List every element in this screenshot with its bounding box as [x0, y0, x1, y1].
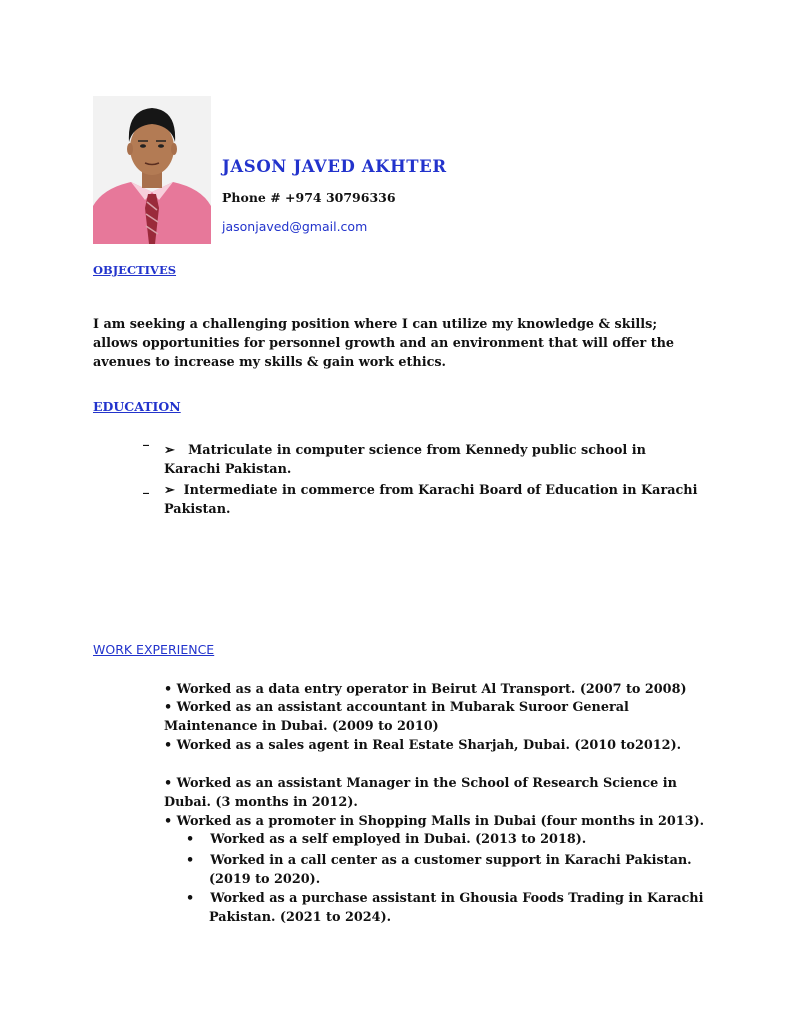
- arrow-bullet-icon: ➢: [164, 443, 175, 458]
- objectives-line: allows opportunities for personnel growth and an environment that will offer the: [93, 336, 675, 351]
- profile-photo-illustration: [93, 96, 211, 244]
- education-item-text: Karachi Pakistan.: [164, 462, 292, 477]
- phone-number: Phone # +974 30796336: [222, 190, 396, 205]
- education-item-text: Matriculate in computer science from Kennedy public school in: [188, 443, 646, 458]
- bullet-icon: •: [164, 776, 173, 791]
- work-sub-item: [186, 830, 586, 849]
- work-item-text: Worked as a purchase assistant in Ghousia Foods Trading in Karachi: [210, 891, 704, 906]
- work-item: [164, 774, 677, 812]
- bullet-icon: •: [164, 682, 173, 697]
- work-item-text: Worked in a call center as a customer support in Karachi Pakistan.: [210, 853, 692, 868]
- objectives-line: avenues to increase my skills & gain work ethics.: [93, 355, 447, 370]
- objectives-text: [93, 315, 674, 372]
- arrow-bullet-icon: ➢: [164, 483, 175, 498]
- work-item-text: Worked as a data entry operator in Beirut Al Transport. (2007 to 2008): [176, 682, 687, 697]
- education-item: [164, 481, 697, 519]
- work-item-text: Worked as a sales agent in Real Estate Sharjah, Dubai. (2010 to2012).: [176, 738, 682, 753]
- work-item-text: Worked as a self employed in Dubai. (2013 to 2018).: [210, 832, 587, 847]
- bullet-icon: •: [164, 738, 173, 753]
- education-item-text: Intermediate in commerce from Karachi Board of Education in Karachi: [183, 483, 698, 498]
- candidate-name: JASON JAVED AKHTER: [222, 157, 447, 176]
- work-item-text: Worked as an assistant Manager in the School of Research Science in: [176, 776, 677, 791]
- work-item: [164, 698, 629, 736]
- email-link[interactable]: jasonjaved@gmail.com: [222, 219, 368, 234]
- work-item-text: Worked as a promoter in Shopping Malls in Dubai (four months in 2013).: [176, 814, 705, 829]
- work-item: [164, 812, 704, 831]
- education-item: [164, 441, 646, 479]
- work-item-text: Worked as an assistant accountant in Mubarak Suroor General: [176, 700, 629, 715]
- bullet-icon: •: [164, 700, 173, 715]
- work-sub-item: [186, 889, 703, 927]
- work-item-text: Dubai. (3 months in 2012).: [164, 795, 358, 810]
- objectives-heading: OBJECTIVES: [93, 263, 177, 277]
- bullet-icon: •: [186, 832, 195, 847]
- education-marker: _: [143, 480, 149, 494]
- work-item-text: (2019 to 2020).: [209, 872, 321, 887]
- work-item: [164, 736, 681, 755]
- work-item: [164, 680, 687, 699]
- objectives-line: I am seeking a challenging position where I can utilize my knowledge & skills;: [93, 317, 658, 332]
- work-experience-heading: WORK EXPERIENCE: [93, 642, 215, 657]
- profile-photo: [93, 96, 211, 244]
- education-heading: EDUCATION: [93, 399, 181, 414]
- bullet-icon: •: [186, 853, 195, 868]
- work-item-text: Maintenance in Dubai. (2009 to 2010): [164, 719, 439, 734]
- bullet-icon: •: [164, 814, 173, 829]
- work-item-text: Pakistan. (2021 to 2024).: [209, 910, 392, 925]
- education-marker: _: [143, 432, 149, 446]
- work-sub-item: [186, 851, 692, 889]
- bullet-icon: •: [186, 891, 195, 906]
- education-item-text: Pakistan.: [164, 502, 231, 517]
